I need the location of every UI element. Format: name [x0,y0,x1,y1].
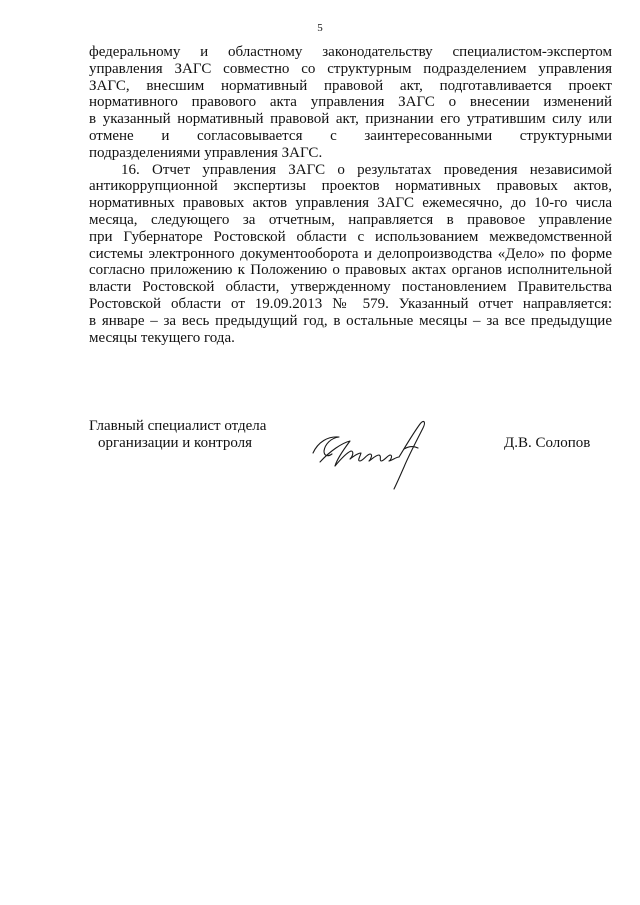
position-line: Главный специалист отдела [89,418,267,434]
text-line: месяца, следующего за отчетным, направляется в правовое управление [89,211,612,228]
document-body [89,44,612,346]
text-line: 16. Отчет управления ЗАГС о результатах проведения независимой [121,161,612,178]
text-line: антикоррупционной экспертизы проектов нормативных правовых актов, [89,178,612,195]
text-line: нормативных правовых актов управления ЗАГС ежемесячно, до 10-го числа [89,195,612,212]
text-line: согласно приложению к Положению о правовых актах органов исполнительной [89,262,612,279]
text-line: отмене и согласовывается с заинтересованными структурными [89,127,612,144]
text-line: ЗАГС, внесшим нормативный правовой акт, подготавливается проект [89,77,612,94]
item-16-paragraph [89,162,612,347]
text-line: федеральному и областному законодательству специалистом-экспертом [89,44,612,60]
signatory-position [89,418,266,452]
handwritten-signature [310,415,440,490]
continuation-paragraph [89,44,612,162]
text-line: Ростовской области от 19.09.2013 № 579. Указанный отчет направляется: [89,295,612,312]
text-line: управления ЗАГС совместно со структурным подразделением управления [89,60,612,77]
text-line: подразделениями управления ЗАГС. [89,144,323,161]
text-line: в январе – за весь предыдущий год, в остальные месяцы – за все предыдущие [89,312,612,329]
text-line: системы электронного документооборота и делопроизводства «Дело» по форме [89,245,612,262]
page-number: 5 [317,22,323,34]
text-line: власти Ростовской области, утвержденному постановлением Правительства [89,279,612,296]
text-line: при Губернаторе Ростовской области с использованием межведомственной [89,228,612,245]
signatory-name: Д.В. Солопов [504,435,591,451]
text-line: нормативного правового акта управления ЗАГС о внесении изменений [89,94,612,111]
text-line: в указанный нормативный правовой акт, признании его утратившим силу или [89,111,612,128]
position-line: организации и контроля [98,435,253,451]
text-line: месяцы текущего года. [89,329,235,346]
